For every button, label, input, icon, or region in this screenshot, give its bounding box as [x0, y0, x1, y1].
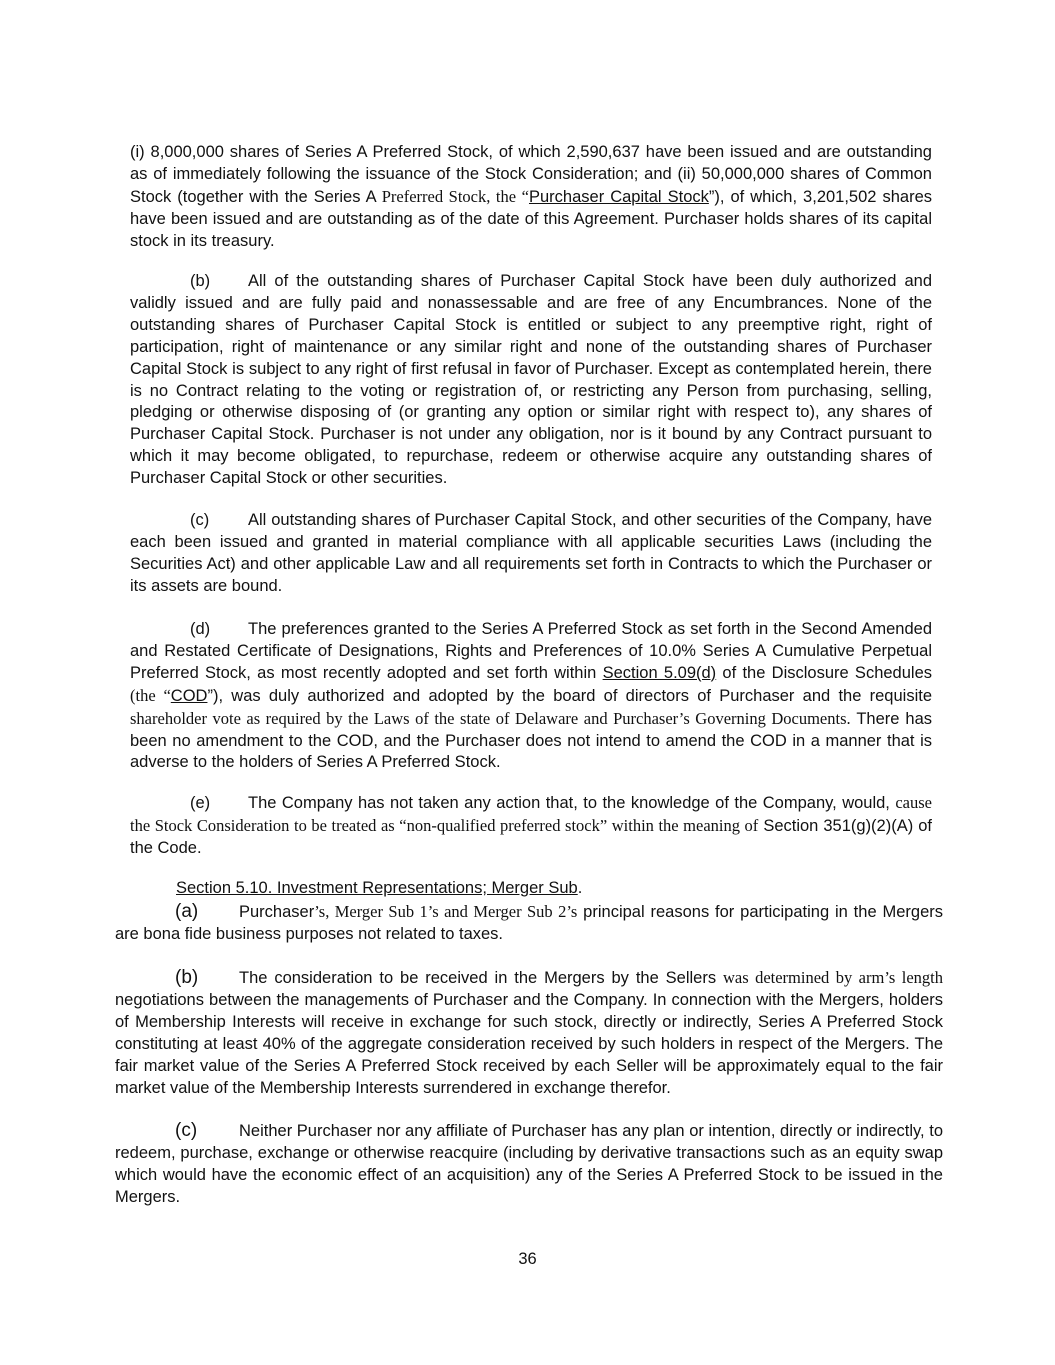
paragraph-label: (a)	[175, 901, 199, 922]
paragraph-text-serif: cause the Stock Consideration to be treated as “non-qualified preferred stock” within the meaning of	[130, 793, 932, 835]
paragraph-text: Section 351(g)(2)(A) of the Code.	[130, 816, 932, 857]
section-title: Section 5.10. Investment Representations; Merger Sub	[176, 879, 578, 897]
paragraph-b	[130, 271, 932, 490]
paragraph-section-c	[115, 1120, 943, 1209]
paragraph-text-serif: shareholder vote as required by the Laws of the state of Delaware and Purchaser’s Governing Documents.	[130, 708, 851, 728]
paragraph-text: All outstanding shares of Purchaser Capital Stock, and other securities of the Company, have each been issued and granted in material compliance with all applicable securities Laws (including the Securities Act) and other applicable Law and all requirements set forth in Contracts to which the Purchaser or its assets are bound.	[130, 511, 932, 595]
paragraph-text: negotiations between the managements of Purchaser and the Company. In connection with the Mergers, holders of Membership Interests will receive in exchange for such stock, directly or indirectly, Series A Preferred Stock constituting at least 40% of the aggregate consideration received by such holders in respect of the Mergers. The fair market value of the Series A Preferred Stock received by each Seller will be approximately equal to the fair market value of the Membership Interests surrendered in exchange therefor.	[115, 990, 943, 1097]
section-title-period: .	[577, 879, 583, 897]
paragraph-label: (e)	[190, 794, 211, 812]
cross-reference-section-5-09d: Section 5.09(d)	[602, 663, 717, 682]
paragraph-section-b	[115, 967, 943, 1099]
paragraph-label: (c)	[190, 511, 210, 529]
paragraph-label: (b)	[190, 272, 211, 290]
paragraph-text-serif: (the “	[130, 685, 171, 705]
page-number: 36	[518, 1250, 537, 1268]
paragraph-text-serif: Preferred Stock, the “	[381, 186, 529, 206]
paragraph-c	[130, 510, 932, 598]
paragraph-text: of the Disclosure Schedules	[716, 663, 932, 682]
paragraph-section-a	[115, 901, 943, 946]
paragraph-text: (i) 8,000,000 shares of Series A Preferred Stock, of which 2,590,637 have been issued and are outstanding as of immediately following the issuance of the Stock Consideration; and (ii) 50,000,000 shares of Common Stock (together with the Series A	[130, 143, 932, 206]
paragraph-text: The Company has not taken any action that, to the knowledge of the Company, would,	[248, 794, 896, 812]
paragraph-text-serif: ’s, Merger Sub 1’s and Merger Sub 2’s	[314, 902, 578, 921]
paragraph-text: Purchaser	[239, 903, 315, 921]
paragraph-label: (d)	[190, 620, 211, 638]
defined-term-purchaser-capital-stock: Purchaser Capital Stock	[528, 187, 709, 206]
paragraph-text: Neither Purchaser nor any affiliate of Purchaser has any plan or intention, directly or indirectly, to redeem, purchase, exchange or otherwise reacquire (including by derivative transactions such as an equity swap which would have the economic effect of an acquisition) any of the Series A Preferred Stock to be issued in the Mergers.	[115, 1122, 943, 1206]
paragraph-text: ”), of which, 3,201,502 shares have been issued and are outstanding as of the date of this Agreement. Purchaser holds shares of its capital stock in its treasury.	[130, 187, 933, 250]
paragraph-text: All of the outstanding shares of Purchaser Capital Stock have been duly authorized and validly issued and are fully paid and nonassessable and are free of any Encumbrances. None of the outstanding shares of Purchaser Capital Stock is entitled or subject to any preemptive right, right of participation, right of maintenance or any similar right and none of the outstanding shares of Purchaser Capital Stock is subject to any right of first refusal in favor of Purchaser. Except as contemplated herein, there is no Contract relating to the voting or registration of, or restricting any Person from purchasing, selling, pledging or otherwise disposing of (or granting any option or similar right with respect to), any shares of Purchaser Capital Stock. Purchaser is not under any obligation, nor is it bound by any Contract pursuant to which it may become obligated, to repurchase, redeem or otherwise acquire any outstanding shares of Purchaser Capital Stock or other securities.	[130, 272, 932, 488]
paragraph-label: (b)	[175, 967, 199, 988]
paragraph-d	[130, 619, 932, 774]
paragraph-text: The preferences granted to the Series A Preferred Stock as set forth in the Second Amended and Restated Certificate of Designations, Rights and Preferences of 10.0% Series A Cumulative Perpetual Preferred Stock, as most recently adopted and set forth within	[130, 620, 932, 682]
paragraph-e	[130, 792, 932, 860]
paragraph-capital-stock-continuation	[130, 142, 932, 253]
paragraph-label: (c)	[175, 1120, 198, 1141]
section-heading	[176, 878, 582, 900]
paragraph-text: ”), was duly authorized and adopted by the board of directors of Purchaser and the requisite	[207, 686, 932, 705]
paragraph-text: There has been no amendment to the COD, and the Purchaser does not intend to amend the COD in a manner that is adverse to the holders of Series A Preferred Stock.	[130, 709, 932, 772]
paragraph-text-serif: was determined by arm’s length	[722, 968, 943, 987]
paragraph-text: The consideration to be received in the Mergers by the Sellers	[239, 969, 723, 987]
paragraph-text: principal reasons for participating in the Mergers are bona fide business purposes not related to taxes.	[115, 903, 943, 943]
defined-term-cod: COD	[170, 686, 208, 705]
